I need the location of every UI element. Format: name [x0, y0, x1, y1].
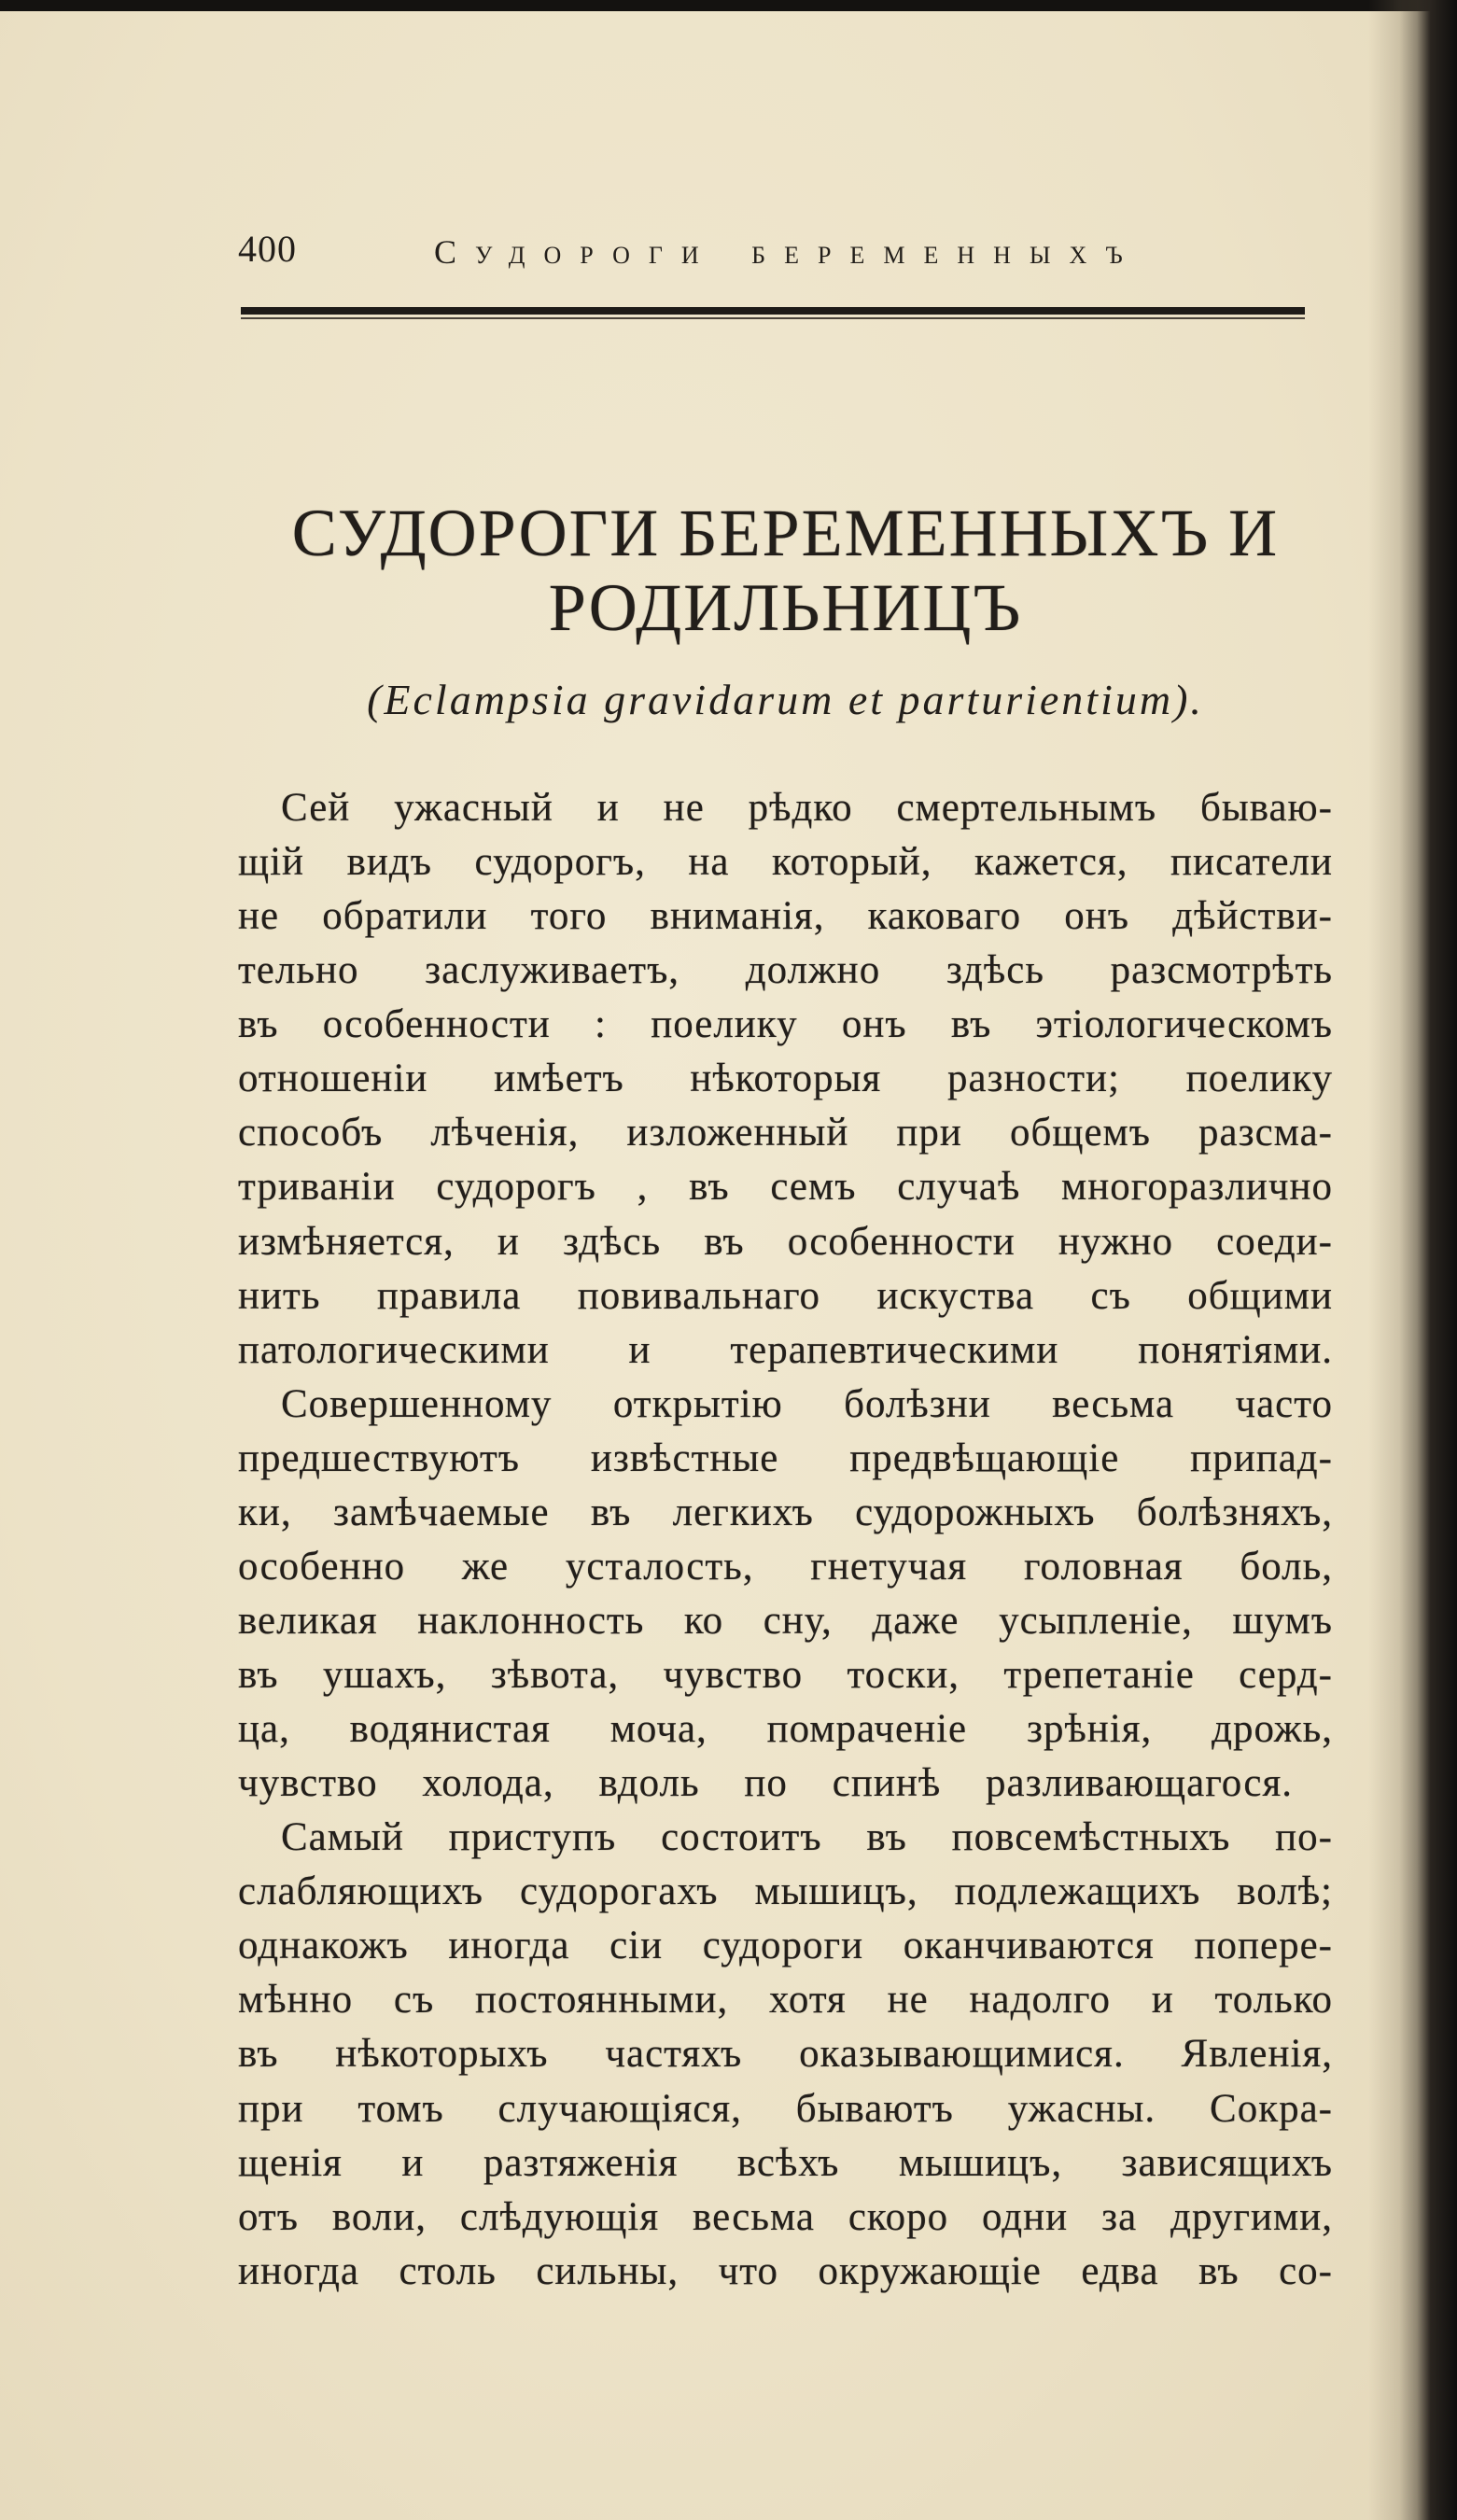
body-line: предшествуютъ извѣстные предвѣщающіе припад-: [238, 1435, 1333, 1480]
body-line: ки, замѣчаемые въ легкихъ судорожныхъ болѣзняхъ,: [238, 1490, 1333, 1534]
body-line: однакожъ иногда сіи судороги оканчиваются попере-: [238, 1924, 1333, 1968]
body-line: въ ушахъ, зѣвота, чувство тоски, трепетаніе серд-: [238, 1653, 1333, 1697]
body-line: Сей ужасный и не рѣдко смертельнымъ бываю-: [281, 786, 1333, 830]
body-text: [238, 781, 1333, 2299]
body-line: тельно заслуживаетъ, должно здѣсь разсмотрѣть: [238, 948, 1333, 993]
paragraph-2: [238, 1378, 1333, 1812]
body-line: слабляющихъ судорогахъ мышицъ, подлежащихъ волѣ;: [238, 1869, 1333, 1914]
body-line: при томъ случающіяся, бываютъ ужасны. Сокра-: [238, 2086, 1333, 2131]
body-line: отношеніи имѣетъ нѣкоторыя разности; поелику: [238, 1057, 1333, 1101]
body-line: патологическими и терапевтическими понятіями.: [238, 1327, 1333, 1372]
body-line: великая наклонность ко сну, даже усыпленіе, шумъ: [238, 1598, 1333, 1643]
header-rule: [241, 307, 1305, 315]
header-rule-thin: [241, 317, 1305, 319]
body-line: чувство холода, вдоль по спинѣ разливающагося.: [238, 1761, 1293, 1806]
body-line: ца, водянистая моча, помраченіе зрѣнія, дрожь,: [238, 1707, 1333, 1752]
running-head: СУДОРОГИ БЕРЕМЕННЫХЪ: [434, 233, 1142, 271]
body-line: отъ воли, слѣдующія весьма скоро одни за другими,: [238, 2194, 1333, 2239]
body-line: иногда столь сильны, что окружающіе едва въ со-: [238, 2248, 1333, 2293]
article-title-line-2: РОДИЛЬНИЦЪ: [548, 570, 1023, 645]
body-line: мѣнно съ постоянными, хотя не надолго и только: [238, 1978, 1333, 2023]
body-line: Совершенному открытію болѣзни весьма часто: [281, 1381, 1333, 1426]
body-line: особенно же усталость, гнетучая головная боль,: [238, 1544, 1333, 1589]
body-line: щенія и разтяженія всѣхъ мышицъ, зависящихъ: [238, 2140, 1333, 2185]
paragraph-1: [238, 781, 1333, 1378]
body-line: измѣняется, и здѣсь въ особенности нужно соеди-: [238, 1219, 1333, 1264]
body-line: въ особенности : поелику онъ въ этіологическомъ: [238, 1002, 1333, 1047]
article-subtitle-latin: (Eclampsia gravidarum et parturientium).: [367, 676, 1204, 723]
body-line: Самый приступъ состоитъ въ повсемѣстныхъ по-: [281, 1815, 1333, 1860]
page-spine-shadow: [1368, 0, 1457, 2520]
body-line: щій видъ судорогъ, на который, кажется, писатели: [238, 840, 1333, 885]
body-line: въ нѣкоторыхъ частяхъ оказывающимися. Явленія,: [238, 2032, 1333, 2077]
article-title-line-1: СУДОРОГИ БЕРЕМЕННЫХЪ И: [291, 496, 1280, 570]
page-number: 400: [238, 228, 297, 270]
paragraph-3: [238, 1811, 1333, 2299]
body-line: не обратили того вниманія, каковаго онъ дѣйстви-: [238, 894, 1333, 939]
body-line: нить правила повивальнаго искуства съ общими: [238, 1273, 1333, 1318]
body-line: триваніи судорогъ , въ семъ случаѣ многоразлично: [238, 1165, 1333, 1210]
page-top-edge: [0, 0, 1457, 11]
body-line: способъ лѣченія, изложенный при общемъ разсма-: [238, 1111, 1333, 1155]
